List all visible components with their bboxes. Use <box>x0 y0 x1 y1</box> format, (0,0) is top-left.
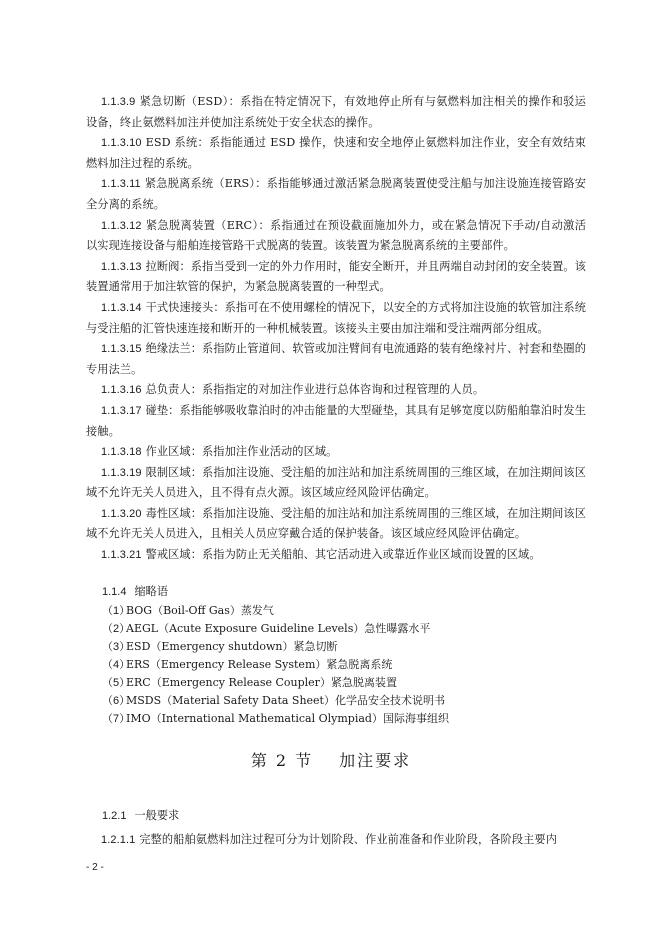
item-index: （4） <box>102 659 131 671</box>
definition-1-1-3-15 <box>86 339 586 380</box>
clause-number: 1.1.3.15 <box>101 343 142 356</box>
definition-1-1-3-21 <box>86 545 586 566</box>
abbreviation-item <box>86 656 586 674</box>
item-index: （3） <box>102 641 131 653</box>
item-index: （5） <box>102 677 131 689</box>
item-text: MSDS（Material Safety Data Sheet）化学品安全技术说明书 <box>126 694 445 707</box>
clause-number: 1.1.3.18 <box>101 446 142 459</box>
abbreviation-item <box>86 710 586 728</box>
clause-number: 1.1.3.12 <box>101 219 142 232</box>
definition-1-1-3-19 <box>86 463 586 504</box>
definition-1-1-3-13 <box>86 257 586 298</box>
definition-1-1-3-14 <box>86 298 586 339</box>
heading-number: 1.1.4 <box>102 586 127 598</box>
subsection-title: 一般要求 <box>134 809 180 822</box>
abbreviations-heading <box>102 583 586 601</box>
subsection-number: 1.2.1 <box>102 810 127 822</box>
definition-1-1-3-11 <box>86 174 586 215</box>
clause-text: 紧急脱离系统（ERS）：系指能够通过激活紧急脱离装置使受注船与加注设施连接管路安全分离的系统。 <box>86 177 586 211</box>
section-title <box>0 748 662 771</box>
page-number: - 2 - <box>86 862 104 873</box>
item-text: ERS（Emergency Release System）紧急脱离系统 <box>126 658 393 671</box>
item-text: AEGL（Acute Exposure Guideline Levels）急性曝露水平 <box>126 622 431 635</box>
clause-number: 1.1.3.13 <box>101 260 142 273</box>
heading-title: 缩略语 <box>134 585 169 598</box>
clause-number: 1.2.1.1 <box>101 834 136 846</box>
abbreviation-item <box>86 620 586 638</box>
subsection <box>86 806 586 851</box>
item-index: （6） <box>102 695 131 707</box>
clause-number: 1.1.3.10 <box>101 137 142 150</box>
clause-number: 1.1.3.14 <box>101 301 142 314</box>
clause-number: 1.1.3.19 <box>101 466 142 479</box>
clause-number: 1.1.3.17 <box>101 404 142 417</box>
definition-1-1-3-9 <box>86 92 586 133</box>
definition-1-1-3-20 <box>86 504 586 545</box>
item-index: （1） <box>102 605 131 617</box>
clause-text: 碰垫：系指能够吸收靠泊时的冲击能量的大型碰垫，其具有足够宽度以防船舶靠泊时发生接触。 <box>86 403 586 438</box>
clause-text: 绝缘法兰：系指防止管道间、软管或加注臂间有电流通路的装有绝缘衬片、衬套和垫圈的专用法兰。 <box>86 342 586 376</box>
clause-text: 毒性区域：系指加注设施、受注船的加注站和加注系统周围的三维区域，在加注期间该区域不允许无关人员进入，且相关人员应穿戴合适的保护装备。该区域应经风险评估确定。 <box>86 506 586 541</box>
abbreviation-item <box>86 674 586 692</box>
definitions-list <box>86 92 586 566</box>
item-index: （2） <box>102 623 131 635</box>
clause-number: 1.1.3.21 <box>101 549 142 562</box>
abbreviations-section <box>86 583 586 728</box>
abbreviation-item <box>86 638 586 656</box>
clause-number: 1.1.3.16 <box>101 384 142 397</box>
definition-1-1-3-12 <box>86 216 586 257</box>
clause-text: 限制区域：系指加注设施、受注船的加注站和加注系统周围的三维区域，在加注期间该区域不允许无关人员进入，且不得有点火源。该区域应经风险评估确定。 <box>86 465 586 500</box>
abbreviation-item <box>86 602 586 620</box>
clause-number: 1.1.3.20 <box>101 507 142 520</box>
definition-1-1-3-17 <box>86 401 586 442</box>
definition-1-1-3-16 <box>86 380 586 401</box>
clause-text: 警戒区域：系指为防止无关船舶、其它活动进入或靠近作业区域而设置的区域。 <box>145 548 541 562</box>
item-text: ESD（Emergency shutdown）紧急切断 <box>126 640 338 653</box>
section-label: 第 2 节 <box>250 751 314 770</box>
clause-text: 总负责人：系指指定的对加注作业进行总体咨询和过程管理的人员。 <box>145 383 485 397</box>
definition-1-1-3-18 <box>86 442 586 463</box>
section-heading: 加注要求 <box>339 751 412 770</box>
item-text: ERC（Emergency Release Coupler）紧急脱离装置 <box>126 676 397 689</box>
abbreviation-item <box>86 692 586 710</box>
item-index: （7） <box>102 713 131 725</box>
clause-1-2-1-1 <box>86 830 586 851</box>
clause-number: 1.1.3.11 <box>101 178 141 191</box>
clause-text: 完整的船舶氨燃料加注过程可分为计划阶段、作业前准备和作业阶段，各阶段主要内 <box>139 833 557 846</box>
clause-text: 干式快速接头：系指可在不使用螺栓的情况下，以安全的方式将加注设施的软管加注系统与受注船的汇管快速连接和断开的一种机械装置。该接头主要由加注端和受注端两部分组成。 <box>86 300 586 335</box>
subsection-heading <box>102 806 586 826</box>
clause-number: 1.1.3.9 <box>101 96 136 108</box>
item-text: BOG（Boil-Off Gas）蒸发气 <box>126 604 274 617</box>
clause-text: ESD 系统：系指能通过 ESD 操作，快速和安全地停止氨燃料加注作业，安全有效结束燃料加注过程的系统。 <box>86 136 586 170</box>
clause-text: 作业区域：系指加注作业活动的区域。 <box>145 445 338 459</box>
definition-1-1-3-10 <box>86 133 586 174</box>
clause-text: 拉断阀：系指当受到一定的外力作用时，能安全断开，并且两端自动封闭的安全装置。该装置通常用于加注软管的保护，为紧急脱离装置的一种型式。 <box>86 259 586 294</box>
clause-text: 紧急切断（ESD）：系指在特定情况下，有效地停止所有与氨燃料加注相关的操作和驳运设备，终止氨燃料加注并使加注系统处于安全状态的操作。 <box>86 95 586 129</box>
clause-text: 紧急脱离装置（ERC）：系指通过在预设截面施加外力，或在紧急情况下手动/自动激活以实现连接设备与船舶连接管路干式脱离的装置。该装置为紧急脱离系统的主要部件。 <box>86 218 586 253</box>
item-text: IMO（International Mathematical Olympiad）国际海事组织 <box>126 712 449 725</box>
